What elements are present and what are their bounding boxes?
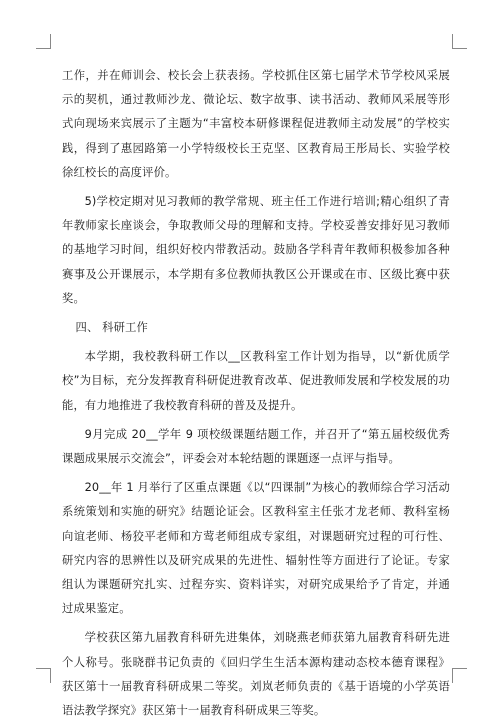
paragraph-teacher-training: 5)学校定期对见习教师的教学常规、班主任工作进行培训;精心组织了青年教师家长座谈会，争取教师父母的理解和支持。学校妥善安排好见习教师的基地学习时间，组织好校内带教活动。鼓励各学科青年教师积极参加各种赛事及公开课展示，本学期有多位教师执教区公开课或在市、区级比赛中获奖。 xyxy=(62,195,450,305)
paragraph-awards: 学校获区第九届教育科研先进集体，刘晓燕老师获第九届教育科研先进个人称号。张晓群书记负责的《回归学生生活本源构建动态校本德育课程》获区第十一届教育科研成果二等奖。刘岚老师负责的《基于语境的小学英语语法教学探究》获区第十一届教育科研成果三等奖。 xyxy=(62,631,450,718)
crop-mark-top-left xyxy=(36,34,51,49)
paragraph-research-overview: 本学期，我校教科研工作以__区教科室工作计划为指导，以“新优质学校”为目标，充分发挥教育科研促进教育改革、促进教师发展和学校发展的功能，有力地推进了我校教育科研的普及及提升。 xyxy=(62,350,450,412)
paragraph-key-project: 20__年 1 月举行了区重点课题《以“四课制”为核心的教师综合学习活动系统策划和实施的研究》结题论证会。区教科室主任张才龙老师、教科室杨向谊老师、杨狡平老师和方莺老师组成专家组，对课题研究过程的可行性、研究内容的思辨性以及研究成果的先进性、辐射性等方面进行了论证。专家组认为课题研究扎实、过程夯实、资料详实，对研究成果给予了肯定，并通过成果鉴定。 xyxy=(62,481,450,616)
crop-mark-bottom-left xyxy=(36,668,51,683)
section-heading-research: 四、 科研工作 xyxy=(75,321,148,335)
paragraph-project-closure: 9月完成 20__学年 9 项校级课题结题工作，并召开了“第五届校级优秀课题成果展示交流会”，评委会对本轮结题的课题逐一点评与指导。 xyxy=(62,427,450,466)
document-body xyxy=(62,64,450,728)
paragraph-intro: 工作，并在师训会、校长会上获表扬。学校抓住区第七届学术节学校风采展示的契机，通过教师沙龙、微论坛、数字故事、读书活动、教师风采展等形式向现场来宾展示了主题为“丰富校本研修课程促进教师主动发展”的学校实践，得到了惠园路第一小学特级校长王克坚、区教育局王彤局长、实验学校徐红校长的高度评价。 xyxy=(62,69,450,179)
crop-mark-bottom-right xyxy=(452,668,467,683)
crop-mark-top-right xyxy=(452,34,467,49)
